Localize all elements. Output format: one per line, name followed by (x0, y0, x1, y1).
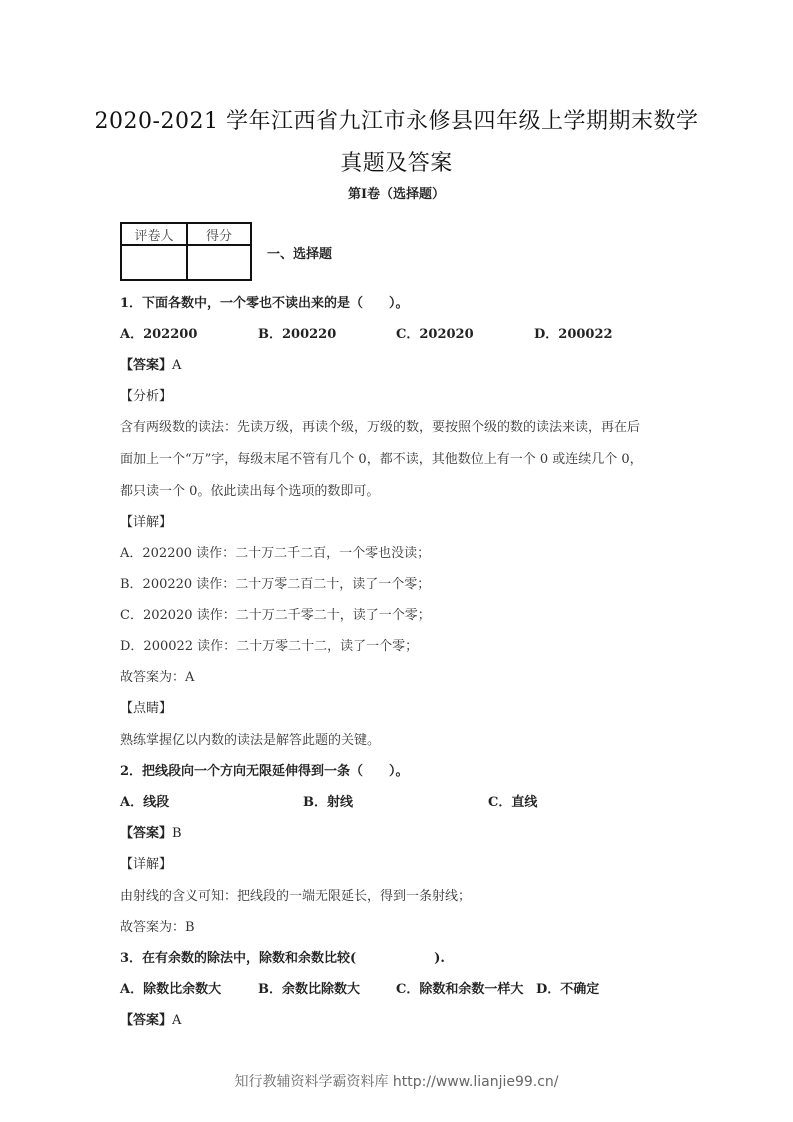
q1-analysis-line-1: 含有两级数的读法：先读万级，再读个级，万级的数，要按照个级的数的读法来读，再在后 (120, 420, 641, 435)
document-title-line-2: 真题及答案 (340, 151, 453, 176)
q1-answer (120, 354, 181, 373)
q1-option-c: C．202020 (396, 327, 474, 342)
q3-option-b: B．余数比除数大 (258, 982, 360, 997)
q2-option-b: B．射线 (303, 795, 353, 810)
q2-option-a: A．线段 (120, 795, 170, 810)
q2-conclusion: 故答案为：B (120, 920, 195, 935)
q2-options (120, 791, 680, 809)
q2-option-c: C．直线 (488, 795, 538, 810)
q2-answer-value: B (172, 826, 182, 841)
q1-answer-tag: 【答案】 (120, 358, 173, 373)
q1-option-b: B．200220 (258, 327, 337, 342)
q3-option-d: D．不确定 (536, 982, 600, 997)
q1-analysis-tag: 【分析】 (120, 389, 173, 404)
q2-stem: 2．把线段向一个方向无限延伸得到一条（ ）。 (120, 764, 409, 779)
q3-answer (120, 1009, 181, 1028)
q2-answer-tag: 【答案】 (120, 826, 173, 841)
document-title-line-1: 2020-2021 学年江西省九江市永修县四年级上学期期末数学 (94, 109, 699, 134)
q2-detail-tag: 【详解】 (120, 857, 173, 872)
q1-tip: 熟练掌握亿以内数的读法是解答此题的关键。 (120, 733, 381, 748)
q3-answer-tag: 【答案】 (120, 1013, 173, 1028)
q1-stem: 1．下面各数中，一个零也不读出来的是（ ）。 (120, 296, 409, 311)
q1-analysis-line-3: 都只读一个 0。依此读出每个选项的数即可。 (120, 484, 380, 499)
score-table-header-score: 得分 (187, 223, 251, 245)
q1-analysis-line-2: 面加上一个“万”字，每级末尾不管有几个 0，都不读，其他数位上有一个 0 或连续几个 0， (120, 452, 643, 467)
q1-detail-line-1: A．202200 读作：二十万二千二百，一个零也没读； (120, 546, 431, 561)
volume-label: 第Ⅰ卷（选择题） (347, 187, 446, 202)
q1-detail-line-3: C．202020 读作：二十万二千零二十，读了一个零； (120, 608, 431, 623)
q1-answer-value: A (172, 358, 182, 373)
q3-options (120, 978, 680, 996)
q1-detail-line-4: D．200022 读作：二十万零二十二，读了一个零； (120, 639, 419, 654)
q3-stem: 3．在有余数的除法中，除数和余数比较( ). (120, 951, 445, 966)
q1-option-d: D．200022 (534, 327, 613, 342)
score-table-header-grader: 评卷人 (121, 223, 187, 245)
q1-detail-tag: 【详解】 (120, 515, 173, 530)
q1-option-a: A．202200 (120, 327, 198, 342)
q2-detail-line-1: 由射线的含义可知：把线段的一端无限延长，得到一条射线； (120, 889, 472, 904)
q3-option-c: C．除数和余数一样大 (396, 982, 524, 997)
q1-tip-tag: 【点睛】 (120, 701, 173, 716)
q1-options (120, 323, 680, 341)
q3-option-a: A．除数比余数大 (120, 982, 222, 997)
section-heading: 一、选择题 (267, 247, 333, 262)
footer-watermark: 知行教辅资料学霸资料库 http://www.lianjie99.cn/ (234, 1074, 559, 1090)
score-table (120, 222, 252, 281)
q3-answer-value: A (172, 1013, 182, 1028)
q1-conclusion: 故答案为：A (120, 670, 195, 685)
score-table-grader-cell (121, 245, 187, 280)
q1-detail-line-2: B．200220 读作：二十万零二百二十，读了一个零； (120, 577, 431, 592)
q2-answer (120, 822, 182, 841)
score-table-score-cell (187, 245, 251, 280)
